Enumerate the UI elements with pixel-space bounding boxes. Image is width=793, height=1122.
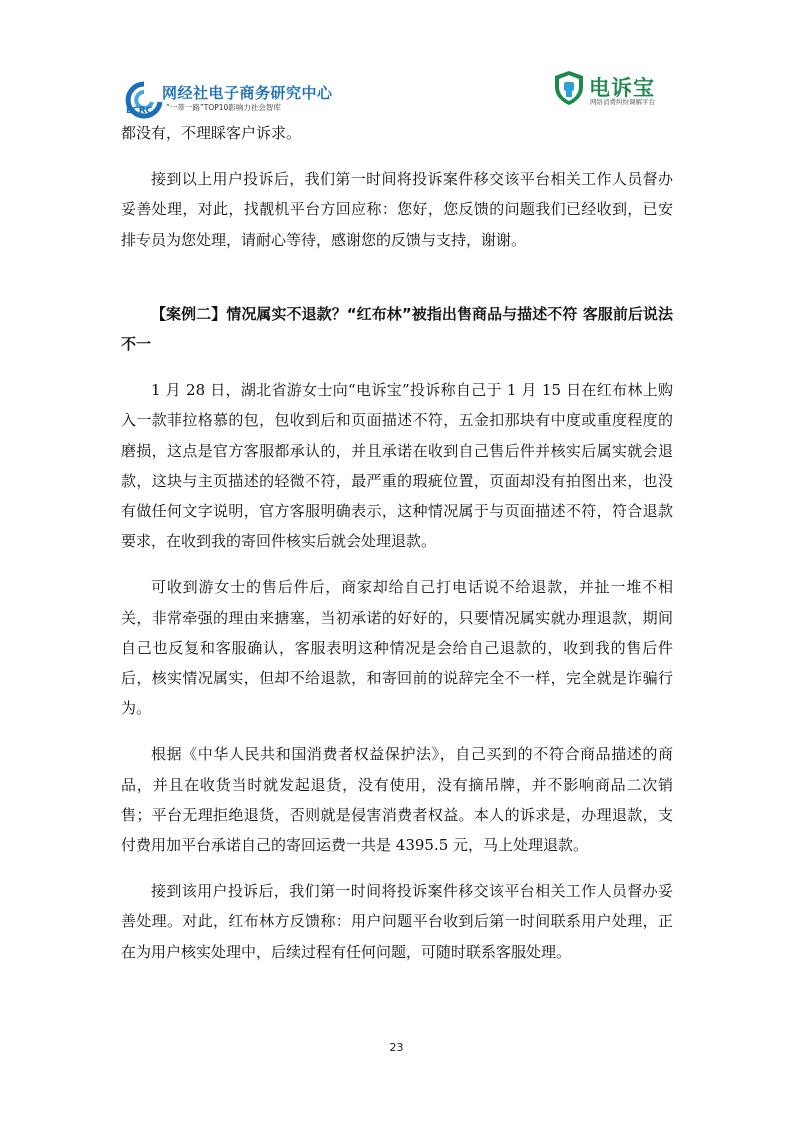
shield-fist-icon [553, 70, 585, 106]
ecrc-subtitle: “一带一路”TOP10影响力社会智库 [166, 103, 281, 112]
dianshubao-subtitle: 网络消费纠纷调解平台 [590, 98, 655, 106]
paragraph-6: 接到该用户投诉后，我们第一时间将投诉案件移交该平台相关工作人员督办妥善处理。对此，红布林方反馈称：用户问题平台收到后第一时间联系用户处理，正在为用户核实处理中，后续过程有任何问题，可随时联系客服处理。 [121, 882, 673, 961]
paragraph-3: 1 月 28 日，湖北省游女士向“电诉宝”投诉称自己于 1 月 15 日在红布林上购入一款菲拉格慕的包，包收到后和页面描述不符，五金扣那块有中度或重度程度的磨损，这点是官方客服都承认的，并且承诺在收到自己售后件并核实后属实就会退款，这块与主页描述的轻微不符，最严重的瑕疵位置，页面却没有拍图出来，也没有做任何文字说明，官方客服明确表示，这种情况属于与页面描述不符，符合退款要求，在收到我的寄回件核实后就会处理退款。 [121, 381, 673, 551]
document-body [121, 118, 673, 967]
dianshubao-name: 电诉宝 [589, 76, 655, 100]
paragraph-5: 根据《中华人民共和国消费者权益保护法》，自己买到的不符合商品描述的商品，并且在收货当时就发起退货，没有使用，没有摘吊牌，并不影响商品二次销售；平台无理拒绝退货，否则就是侵害消费者权益。本人的诉求是，办理退款，支付费用加平台承诺自己的寄回运费一共是 4395.5 元，马上处理退款。 [121, 745, 673, 855]
ecrc-logo [124, 80, 364, 120]
paragraph-1: 都没有，不理睬客户诉求。 [121, 124, 302, 142]
ecrc-name: 网经社电子商务研究中心 [162, 84, 333, 102]
dianshubao-logo [553, 70, 683, 110]
paragraph-4: 可收到游女士的售后件后，商家却给自己打电话说不给退款，并扯一堆不相关，非常牵强的理由来搪塞，当初承诺的好好的，只要情况属实就办理退款，期间自己也反复和客服确认，客服表明这种情况是会给自己退款的，收到我的售后件后，核实情况属实，但却不给退款，和寄回前的说辞完全不一样，完全就是诈骗行为。 [121, 578, 673, 718]
ecrc-abbr: ECRC [126, 106, 153, 116]
page-number: 23 [389, 1041, 404, 1054]
case-heading: 【案例二】情况属实不退款？“红布林”被指出售商品与描述不符 客服前后说法不一 [121, 304, 673, 354]
page-header [0, 0, 793, 122]
paragraph-2: 接到以上用户投诉后，我们第一时间将投诉案件移交该平台相关工作人员督办妥善处理，对此，找靓机平台方回应称：您好，您反馈的问题我们已经收到，已安排专员为您处理，请耐心等待，感谢您的反馈与支持，谢谢。 [121, 170, 673, 249]
